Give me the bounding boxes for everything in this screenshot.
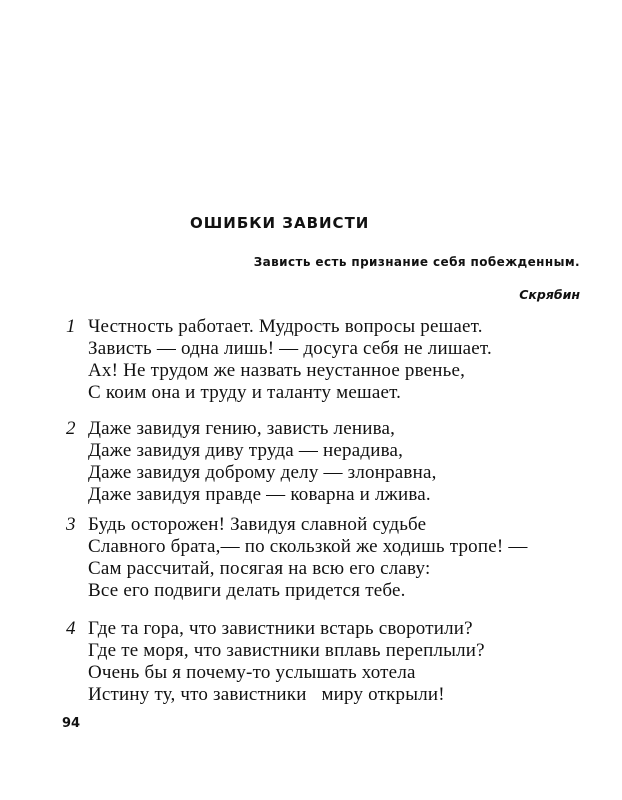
verse-line: Все его подвиги делать придется тебе. [88, 580, 406, 601]
verse-line: Очень бы я почему-то услышать хотела [88, 662, 416, 683]
stanza-number: 4 [66, 618, 76, 639]
verse-line: Даже завидуя правде — коварна и лжива. [88, 484, 431, 505]
verse-line: Будь осторожен! Завидуя славной судьбе [88, 514, 427, 535]
stanza-number: 3 [66, 514, 76, 535]
epigraph-author: Скрябин [519, 287, 580, 302]
verse-line: Истину ту, что завистники миру открыли! [88, 684, 445, 705]
verse-line: Даже завидуя диву труда — нерадива, [88, 440, 404, 461]
verse-line: Ах! Не трудом же назвать неустанное рвенье, [88, 360, 466, 381]
stanza-number: 2 [66, 418, 76, 439]
stanza-4 [66, 618, 485, 706]
verse-line: Сам рассчитай, посягая на всю его славу: [88, 558, 431, 579]
verse-line: Славного брата,— по скользкой же ходишь тропе! — [88, 536, 528, 557]
stanza-3 [66, 514, 528, 602]
verse-line: С коим она и труду и таланту мешает. [88, 382, 402, 403]
stanza-number: 1 [66, 316, 76, 337]
epigraph: Зависть есть признание себя побежденным. [253, 255, 580, 269]
stanza-2 [66, 418, 437, 506]
verse-line: Даже завидуя доброму делу — злонравна, [88, 462, 437, 483]
verse-line: Где та гора, что завистники встарь своротили? [88, 618, 473, 639]
verse-line: Даже завидуя гению, зависть ленива, [88, 418, 396, 439]
verse-line: Зависть — одна лишь! — досуга себя не лишает. [88, 338, 492, 359]
verse-line: Честность работает. Мудрость вопросы решает. [88, 316, 483, 337]
page-number: 94 [62, 716, 81, 731]
stanza-1 [66, 316, 492, 404]
poem-title: ОШИБКИ ЗАВИСТИ [190, 214, 370, 232]
verse-line: Где те моря, что завистники вплавь переплыли? [88, 640, 485, 661]
